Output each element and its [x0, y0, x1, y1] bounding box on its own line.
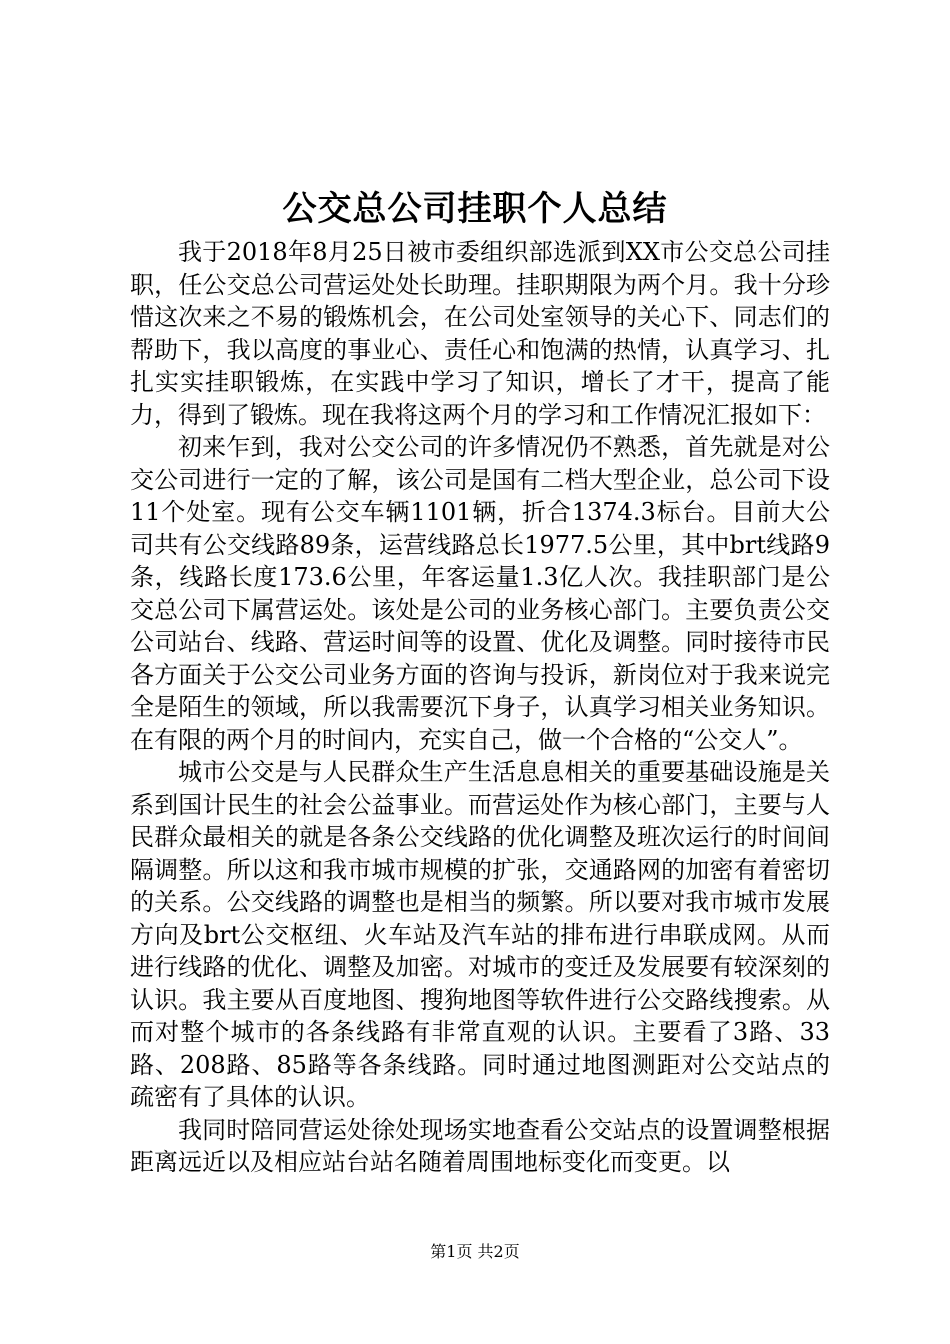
page-footer: 第1页 共2页: [430, 1242, 520, 1261]
paragraph: 城市公交是与人民群众生产生活息息相关的重要基础设施是关系到国计民生的社会公益事业。而营运处作为核心部门，主要与人民群众最相关的就是各条公交线路的优化调整及班次运行的时间间隔调整。所以这和我市城市规模的扩张，交通路网的加密有着密切的关系。公交线路的调整也是相当的频繁。所以要对我市城市发展方向及brt公交枢纽、火车站及汽车站的排布进行串联成网。从而进行线路的优化、调整及加密。对城市的变迁及发展要有较深刻的认识。我主要从百度地图、搜狗地图等软件进行公交路线搜索。从而对整个城市的各条线路有非常直观的认识。主要看了3路、33路、208路、85路等各条线路。同时通过地图测距对公交站点的疏密有了具体的认识。: [130, 758, 830, 1111]
paragraph: 初来乍到，我对公交公司的许多情况仍不熟悉，首先就是对公交公司进行一定的了解，该公司是国有二档大型企业，总公司下设11个处室。现有公交车辆1101辆，折合1374.3标台。目前大公司共有公交线路89条，运营线路总长1977.5公里，其中brt线路9条，线路长度173.6公里，年客运量1.3亿人次。我挂职部门是公交总公司下属营运处。该处是公司的业务核心部门。主要负责公交公司站台、线路、营运时间等的设置、优化及调整。同时接待市民各方面关于公交公司业务方面的咨询与投诉，新岗位对于我来说完全是陌生的领域，所以我需要沉下身子，认真学习相关业务知识。在有限的两个月的时间内，充实自己，做一个合格的“公交人”。: [130, 433, 830, 754]
paragraph: 我于2018年8月25日被市委组织部选派到XX市公交总公司挂职，任公交总公司营运处处长助理。挂职期限为两个月。我十分珍惜这次来之不易的锻炼机会，在公司处室领导的关心下、同志们的帮助下，我以高度的事业心、责任心和饱满的热情，认真学习、扎扎实实挂职锻炼，在实践中学习了知识，增长了才干，提高了能力，得到了锻炼。现在我将这两个月的学习和工作情况汇报如下：: [130, 238, 830, 429]
document-title: 公交总公司挂职个人总结: [282, 189, 668, 229]
paragraph: 我同时陪同营运处徐处现场实地查看公交站点的设置调整根据距离远近以及相应站台站名随着周围地标变化而变更。以: [130, 1115, 830, 1176]
document-body: [130, 236, 830, 1179]
